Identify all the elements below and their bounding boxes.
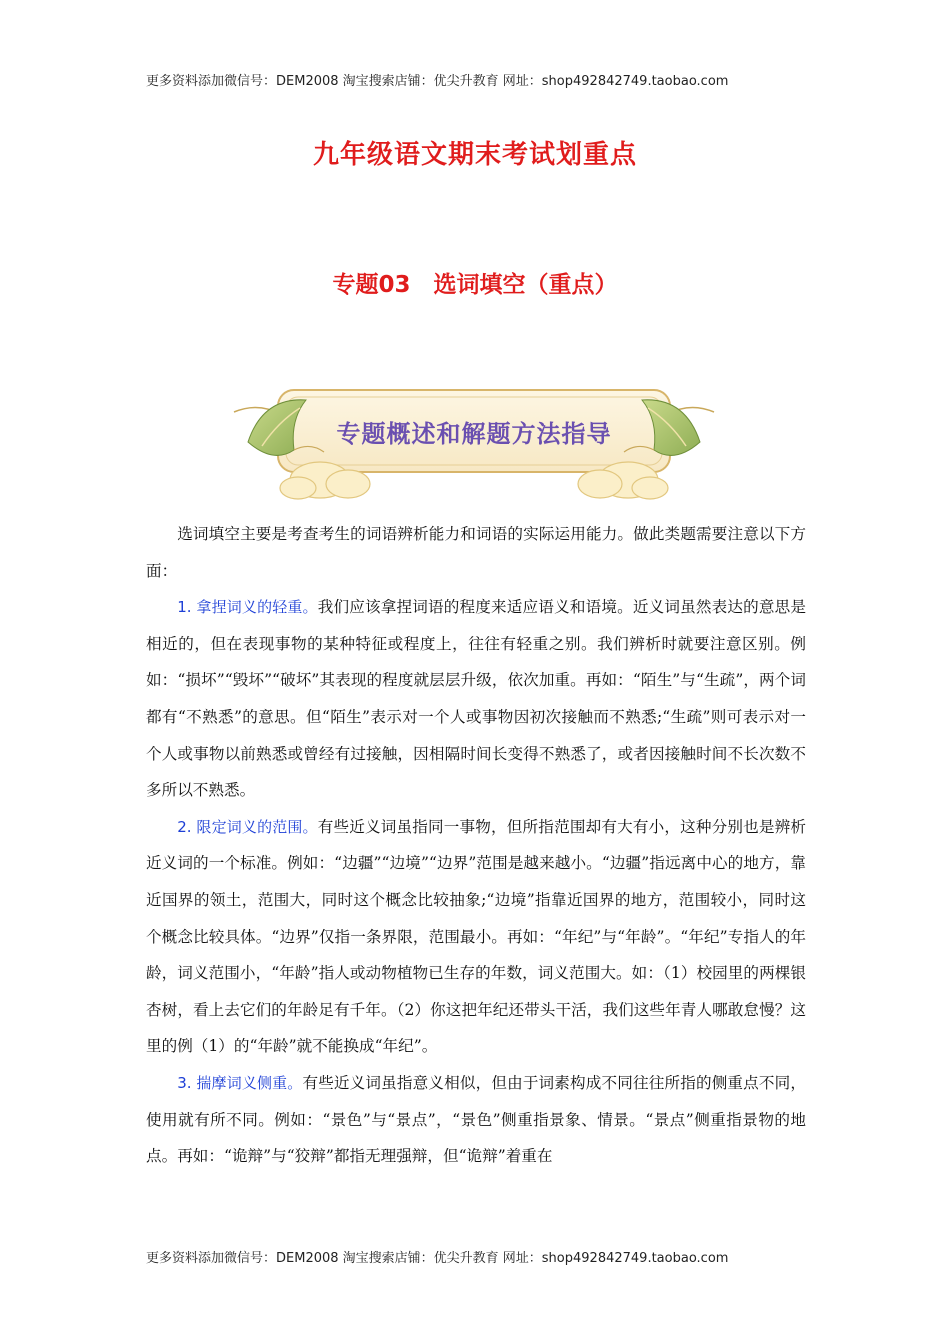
point-heading: 2. 限定词义的范围。 — [177, 817, 318, 836]
footer-text: 更多资料添加微信号：DEM2008 淘宝搜索店铺：优尖升教育 网址：shop492842749.taobao.com — [146, 1251, 729, 1266]
page-title: 九年级语文期末考试划重点 — [312, 140, 637, 170]
point-heading: 3. 揣摩词义侧重。 — [177, 1073, 303, 1092]
paragraph-text: 选词填空主要是考查考生的词语辨析能力和词语的实际运用能力。做此类题需要注意以下方面： — [146, 525, 806, 580]
point-paragraph-3 — [146, 1065, 806, 1175]
article-body — [146, 516, 806, 1175]
point-heading: 1. 拿捏词义的轻重。 — [177, 598, 318, 617]
paragraph-text: 有些近义词虽指意义相似，但由于词素构成不同往往所指的侧重点不同，使用就有所不同。例如：“景色”与“景点”，“景色”侧重指景象、情景。“景点”侧重指景物的地点。再如：“诡辩”与“狡辩”都指无理强辩，但“诡辩”着重在 — [146, 1073, 806, 1166]
paragraph-text: 有些近义词虽指同一事物，但所指范围却有大有小，这种分别也是辨析近义词的一个标准。例如：“边疆”“边境”“边界”范围是越来越小。“边疆”指远离中心的地方，靠近国界的领土，范围大，同时这个概念比较抽象;“边境”指靠近国界的地方，范围较小，同时这个概念比较具体。“边界”仅指一条界限，范围最小。再如：“年纪”与“年龄”。“年纪”专指人的年龄，词义范围小，“年龄”指人或动物植物已生存的年数，词义范围大。如：（1）校园里的两棵银杏树，看上去它们的年龄足有千年。（2）你这把年纪还带头干活，我们这些年青人哪敢怠慢？这里的例（1）的“年龄”就不能换成“年纪”。 — [146, 817, 806, 1056]
point-paragraph-1 — [146, 589, 806, 809]
section-title: 专题03 选词填空（重点） — [332, 272, 618, 298]
intro-paragraph — [146, 516, 806, 589]
point-paragraph-2 — [146, 809, 806, 1065]
paragraph-text: 我们应该拿捏词语的程度来适应语义和语境。近义词虽然表达的意思是相近的，但在表现事物的某种特征或程度上，往往有轻重之别。我们辨析时就要注意区别。例如：“损坏”“毁坏”“破坏”其表现的程度就层层升级，依次加重。再如：“陌生”与“生疏”，两个词都有“不熟悉”的意思。但“陌生”表示对一个人或事物因初次接触而不熟悉;“生疏”则可表示对一个人或事物以前熟悉或曾经有过接触，因相隔时间长变得不熟悉了，或者因接触时间不长次数不多所以不熟悉。 — [146, 598, 806, 800]
header-text: 更多资料添加微信号：DEM2008 淘宝搜索店铺：优尖升教育 网址：shop492842749.taobao.com — [146, 74, 729, 89]
banner-label: 专题概述和解题方法指导 — [336, 420, 612, 448]
